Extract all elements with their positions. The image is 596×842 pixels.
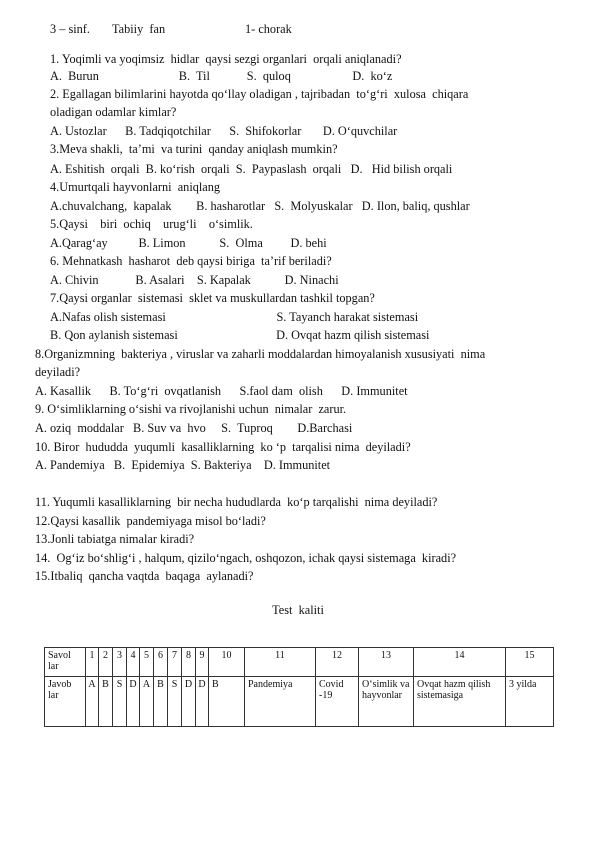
question-number: 12 [316, 648, 359, 677]
answer-cell: A [86, 677, 99, 727]
question-number: 11 [245, 648, 316, 677]
options-9: A. oziq moddalar B. Suv va hvo S. Tuproq D.Barchasi [35, 421, 353, 435]
table-row-answers [45, 677, 554, 727]
question-number: 9 [196, 648, 209, 677]
answer-cell: S [113, 677, 127, 727]
answer-cell: Ovqat hazm qilish sistemasiga [414, 677, 506, 727]
question-10: 10. Biror hududda yuqumli kasalliklarning ko ‘p tarqalisi nima deyiladi? [35, 440, 411, 454]
question-number: 1 [86, 648, 99, 677]
question-7: 7.Qaysi organlar sistemasi sklet va muskullardan tashkil topgan? [50, 291, 375, 305]
answer-key-table [44, 647, 554, 727]
answer-cell: B [154, 677, 168, 727]
header-subject: Tabiiy fan [112, 22, 166, 36]
question-1: 1. Yoqimli va yoqimsiz hidlar qaysi sezgi organlari orqali aniqlanadi? [50, 52, 402, 66]
question-2: 2. Egallagan bilimlarini hayotda qo‘llay oladigan , tajribadan to‘g‘ri xulosa chiqara [50, 87, 469, 101]
question-8-cont: deyiladi? [35, 365, 81, 379]
row-label-questions: Savol lar [45, 648, 86, 677]
options-1: A. Burun B. Til S. quloq D. ko‘z [50, 69, 393, 83]
header-grade: 3 – sinf. [50, 22, 90, 36]
question-number: 6 [154, 648, 168, 677]
question-number: 2 [99, 648, 113, 677]
question-11: 11. Yuqumli kasalliklarning bir necha hududlarda ko‘p tarqalishi nima deyiladi? [35, 495, 438, 509]
options-7a: A.Nafas olish sistemasi S. Tayanch harakat sistemasi [50, 310, 419, 324]
question-3: 3.Meva shakli, ta’mi va turini qanday aniqlash mumkin? [50, 142, 338, 156]
question-number: 13 [359, 648, 414, 677]
question-number: 4 [127, 648, 140, 677]
question-6: 6. Mehnatkash hasharot deb qaysi biriga ta’rif beriladi? [50, 254, 332, 268]
options-7b: B. Qon aylanish sistemasi D. Ovqat hazm qilish sistemasi [50, 328, 430, 342]
options-4: A.chuvalchang, kapalak B. hasharotlar S. Molyuskalar D. Ilon, baliq, qushlar [50, 199, 470, 213]
question-12: 12.Qaysi kasallik pandemiyaga misol bo‘ladi? [35, 514, 266, 528]
options-2: A. Ustozlar B. Tadqiqotchilar S. Shifokorlar D. O‘quvchilar [50, 124, 398, 138]
answer-cell: D [196, 677, 209, 727]
answer-cell: 3 yilda [506, 677, 554, 727]
options-6: A. Chivin B. Asalari S. Kapalak D. Ninachi [50, 273, 339, 287]
answer-key-title: Test kaliti [272, 603, 324, 617]
table-row-questions [45, 648, 554, 677]
answer-cell: D [182, 677, 196, 727]
answer-cell: Pandemiya [245, 677, 316, 727]
options-3: A. Eshitish orqali B. ko‘rish orqali S. Paypaslash orqali D. Hid bilish orqali [50, 162, 453, 176]
question-14: 14. Og‘iz bo‘shlig‘i , halqum, qizilo‘ngach, oshqozon, ichak qaysi sistemaga kiradi? [35, 551, 457, 565]
answer-cell: B [209, 677, 245, 727]
question-number: 14 [414, 648, 506, 677]
options-10: A. Pandemiya B. Epidemiya S. Bakteriya D. Immunitet [35, 458, 331, 472]
question-number: 5 [140, 648, 154, 677]
question-number: 10 [209, 648, 245, 677]
answer-cell: S [168, 677, 182, 727]
question-number: 8 [182, 648, 196, 677]
question-5: 5.Qaysi biri ochiq urug‘li o‘simlik. [50, 217, 253, 231]
question-number: 3 [113, 648, 127, 677]
header-quarter: 1- chorak [245, 22, 292, 36]
question-4: 4.Umurtqali hayvonlarni aniqlang [50, 180, 221, 194]
answer-cell: A [140, 677, 154, 727]
options-5: A.Qarag‘ay B. Limon S. Olma D. behi [50, 236, 327, 250]
answer-cell: D [127, 677, 140, 727]
answer-cell: O‘simlik va hayvonlar [359, 677, 414, 727]
question-number: 15 [506, 648, 554, 677]
question-9: 9. O‘simliklarning o‘sishi va rivojlanishi uchun nimalar zarur. [35, 402, 347, 416]
row-label-answers: Javob lar [45, 677, 86, 727]
answer-cell: Covid -19 [316, 677, 359, 727]
question-number: 7 [168, 648, 182, 677]
options-8: A. Kasallik B. To‘g‘ri ovqatlanish S.faol dam olish D. Immunitet [35, 384, 408, 398]
answer-cell: B [99, 677, 113, 727]
question-15: 15.Itbaliq qancha vaqtda baqaga aylanadi? [35, 569, 254, 583]
question-8: 8.Organizmning bakteriya , viruslar va zaharli moddalardan himoyalanish xususiyati nima [35, 347, 486, 361]
question-2-cont: oladigan odamlar kimlar? [50, 105, 177, 119]
question-13: 13.Jonli tabiatga nimalar kiradi? [35, 532, 195, 546]
